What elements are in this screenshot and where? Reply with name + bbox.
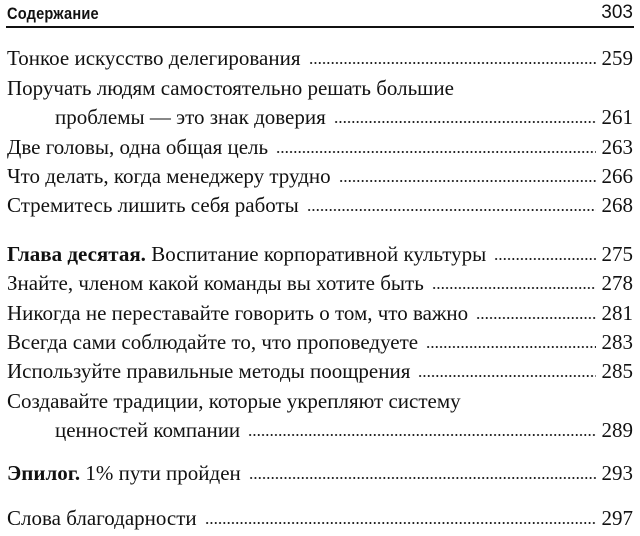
toc-entry-title: Создавайте традиции, которые укрепляют систему [7,389,461,413]
toc-entry-page: 259 [601,46,633,70]
toc-entry[interactable] [7,192,633,218]
dot-leader [432,286,596,290]
toc-entry[interactable] [7,388,633,414]
dot-leader [334,120,596,124]
toc-entry-title: Знайте, членом какой команды вы хотите быть [7,271,424,295]
toc-entry-title: Всегда сами соблюдайте то, что проповедуете [7,330,419,354]
dot-leader [339,179,596,183]
dot-leader [476,316,595,320]
toc-entry-page: 278 [601,271,633,295]
chapter-label: Глава десятая. [7,242,146,266]
dot-leader [309,61,596,65]
dot-leader [494,257,595,261]
toc-entry-title: ценностей компании [55,418,241,442]
epilogue-title: 1% пути пройден [80,461,241,485]
toc-entry-title: Используйте правильные методы поощрения [7,359,411,383]
toc-entry-page: 289 [601,418,633,442]
dot-leader [418,374,595,378]
dot-leader [307,208,596,212]
running-header [0,0,640,30]
toc-entry[interactable] [7,329,633,355]
toc-entry-page: 283 [601,330,633,354]
toc-entry-page: 263 [601,135,633,159]
toc-entry-title [7,460,241,486]
toc-entry-title: Стремитесь лишить себя работы [7,193,299,217]
running-header-title: Содержание [7,4,99,23]
dot-leader [205,521,596,525]
toc-entry[interactable] [7,45,633,71]
dot-leader [249,476,596,480]
toc-entry-continuation[interactable] [55,417,633,443]
toc-entry[interactable] [7,134,633,160]
toc-entry[interactable] [7,163,633,189]
dot-leader [276,150,595,154]
toc-entry-page: 266 [601,164,633,188]
toc-entry-page: 285 [601,359,633,383]
toc-entry-page: 297 [601,506,633,530]
dot-leader [426,345,595,349]
toc-entry[interactable] [7,358,633,384]
toc-entry-page: 281 [601,301,633,325]
toc-chapter-entry[interactable] [7,241,633,267]
toc-entry-page: 268 [601,193,633,217]
toc-entry-title: Поручать людям самостоятельно решать большие [7,76,454,100]
toc-entry-title: Слова благодарности [7,506,197,530]
toc-entry-title: Тонкое искусство делегирования [7,46,301,70]
toc-entry-title: проблемы — это знак доверия [55,105,326,129]
toc-entry-page: 293 [601,461,633,485]
toc-chapter-entry[interactable] [7,460,633,486]
dot-leader [248,433,595,437]
chapter-title: Воспитание корпоративной культуры [145,242,487,266]
toc-entry[interactable] [7,270,633,296]
toc-entry-title: Две головы, одна общая цель [7,135,269,159]
toc-entry[interactable] [7,505,633,531]
header-rule [6,26,634,28]
toc-entry[interactable] [7,75,633,101]
toc-entry-title: Никогда не переставайте говорить о том, что важно [7,301,469,325]
toc-entry-title: Что делать, когда менеджеру трудно [7,164,331,188]
toc-entry[interactable] [7,300,633,326]
epilogue-label: Эпилог. [7,461,81,485]
toc-entry-page: 261 [601,105,633,129]
toc-entry-continuation[interactable] [55,104,633,130]
page-number: 303 [601,2,633,23]
toc-entry-title [7,241,486,267]
toc-entry-page: 275 [601,242,633,266]
